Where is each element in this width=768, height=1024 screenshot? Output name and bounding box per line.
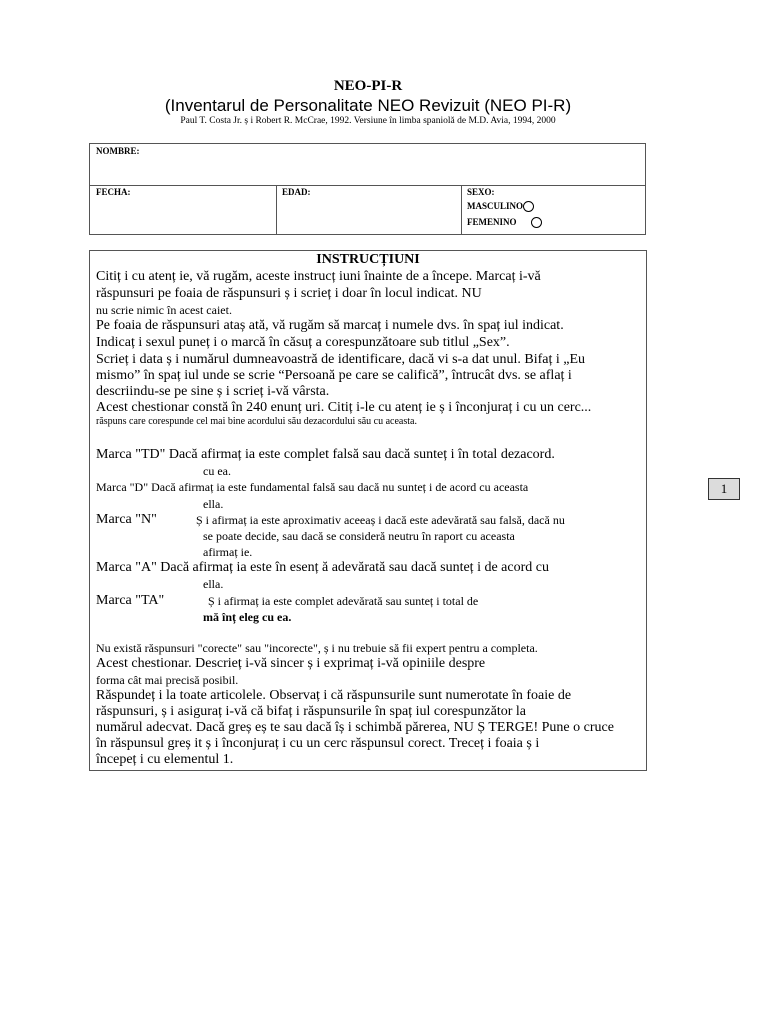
mark-td-line: cu ea.: [203, 464, 231, 478]
instructions-line: forma cât mai precisă posibil.: [96, 673, 239, 687]
instructions-line: Acest chestionar. Descrieț i-vă sincer ș i exprimaț i-vă opiniile despre: [96, 656, 486, 671]
mark-ta-line: Ș i afirmaț ia este complet adevărată sau sunteț i total de: [208, 594, 479, 608]
mark-n-line: se poate decide, sau dacă se consideră neutru în raport cu aceasta: [203, 529, 515, 543]
instructions-line: Indicaț i sexul puneț i o marcă în căsuț a corespunzătoare sub titlul „Sex”.: [96, 335, 510, 350]
instructions-line: Citiț i cu atenț ie, vă rugăm, aceste instrucț iuni înainte de a începe. Marcaț i-vă: [96, 269, 541, 284]
masculino-radio-circle[interactable]: [523, 201, 534, 212]
document-title: NEO-PI-R: [333, 78, 403, 94]
instructions-line: în răspunsul greș it ș i înconjuraț i cu un cerc răspunsul corect. Treceț i foaia ș i: [96, 736, 540, 751]
respondent-info-table: [89, 143, 646, 235]
instructions-line: Răspundeț i la toate articolele. Observaț i că răspunsurile sunt numerotate în foaie de: [96, 688, 572, 703]
instructions-line: Scrieț i data ș i numărul dumneavoastră de identificare, dacă vi s-a dat unul. Bifaț i „Eu: [96, 352, 586, 367]
instructions-line: Acest chestionar constă în 240 enunț uri. Citiț i-le cu atenț ie ș i înconjuraț i cu un cerc...: [96, 400, 592, 415]
femenino-option[interactable]: [467, 217, 542, 228]
edad-label: EDAD:: [282, 187, 311, 197]
instructions-line: numărul adecvat. Dacă greș eș te sau dacă îș i schimbă părerea, NU Ș TERGE! Pune o cruce: [96, 720, 614, 735]
instructions-line: Nu există răspunsuri "corecte" sau "incorecte", ș i nu trebuie să fii expert pentru a completa.: [96, 641, 538, 655]
instructions-line: nu scrie nimic în acest caiet.: [96, 303, 232, 317]
mark-d-line: Marca "D" Dacă afirmaț ia este fundamental falsă sau dacă nu sunteț i de acord cu aceasta: [96, 480, 529, 494]
mark-ta-line: mă înț eleg cu ea.: [203, 610, 292, 624]
mark-a-line: Marca "A" Dacă afirmaț ia este în esenț ă adevărată sau dacă sunteț i de acord cu: [96, 560, 549, 575]
masculino-option[interactable]: [467, 201, 534, 212]
instructions-line: Pe foaia de răspunsuri ataș ată, vă rugăm să marcaț i numele dvs. în spaț iul indicat.: [96, 318, 564, 333]
instructions-heading: INSTRUCȚIUNI: [316, 252, 420, 267]
instructions-line: răspunsuri pe foaia de răspunsuri ș i scrieț i doar în locul indicat. NU: [96, 286, 482, 301]
mark-td-line: Marca "TD" Dacă afirmaț ia este complet falsă sau dacă sunteț i în total dezacord.: [96, 447, 555, 462]
instructions-line: începeț i cu elementul 1.: [96, 752, 234, 767]
fecha-label: FECHA:: [96, 187, 131, 197]
nombre-label: NOMBRE:: [96, 146, 140, 156]
table-divider: [461, 185, 462, 234]
mark-d-line: ella.: [203, 497, 224, 511]
mark-n-label: Marca "N": [96, 512, 157, 527]
sexo-label: SEXO:: [467, 187, 495, 197]
table-divider: [90, 185, 645, 186]
mark-n-line: Ș i afirmaț ia este aproximativ aceeaș i dacă este adevărată sau falsă, dacă nu: [196, 513, 565, 527]
table-divider: [276, 185, 277, 234]
femenino-radio-circle[interactable]: [531, 217, 542, 228]
masculino-label: MASCULINO: [467, 201, 524, 211]
page-number: 1: [708, 478, 740, 500]
mark-n-line: afirmaț ie.: [203, 545, 253, 559]
instructions-line: mismo” în spaț iul unde se scrie “Persoană pe care se califică”, întrucât dvs. se aflaț i: [96, 368, 572, 383]
instructions-line: răspunsuri, ș i asiguraț i-vă că bifaț i răspunsurile în spaț iul corespunzător la: [96, 704, 526, 719]
femenino-label: FEMENINO: [467, 217, 517, 227]
mark-a-line: ella.: [203, 577, 224, 591]
instructions-line: descriindu-se pe sine ș i scrieț i-vă vârsta.: [96, 384, 330, 399]
document-subtitle: (Inventarul de Personalitate NEO Revizuit (NEO PI-R): [164, 96, 572, 115]
document-credits: Paul T. Costa Jr. ș i Robert R. McCrae, 1992. Versiune în limba spaniolă de M.D. Avia, 1994, 2000: [180, 116, 556, 126]
instructions-box: [89, 250, 647, 771]
instructions-line: răspuns care corespunde cel mai bine acordului său dezacordului său cu aceasta.: [96, 416, 417, 427]
mark-ta-label: Marca "TA": [96, 593, 165, 608]
